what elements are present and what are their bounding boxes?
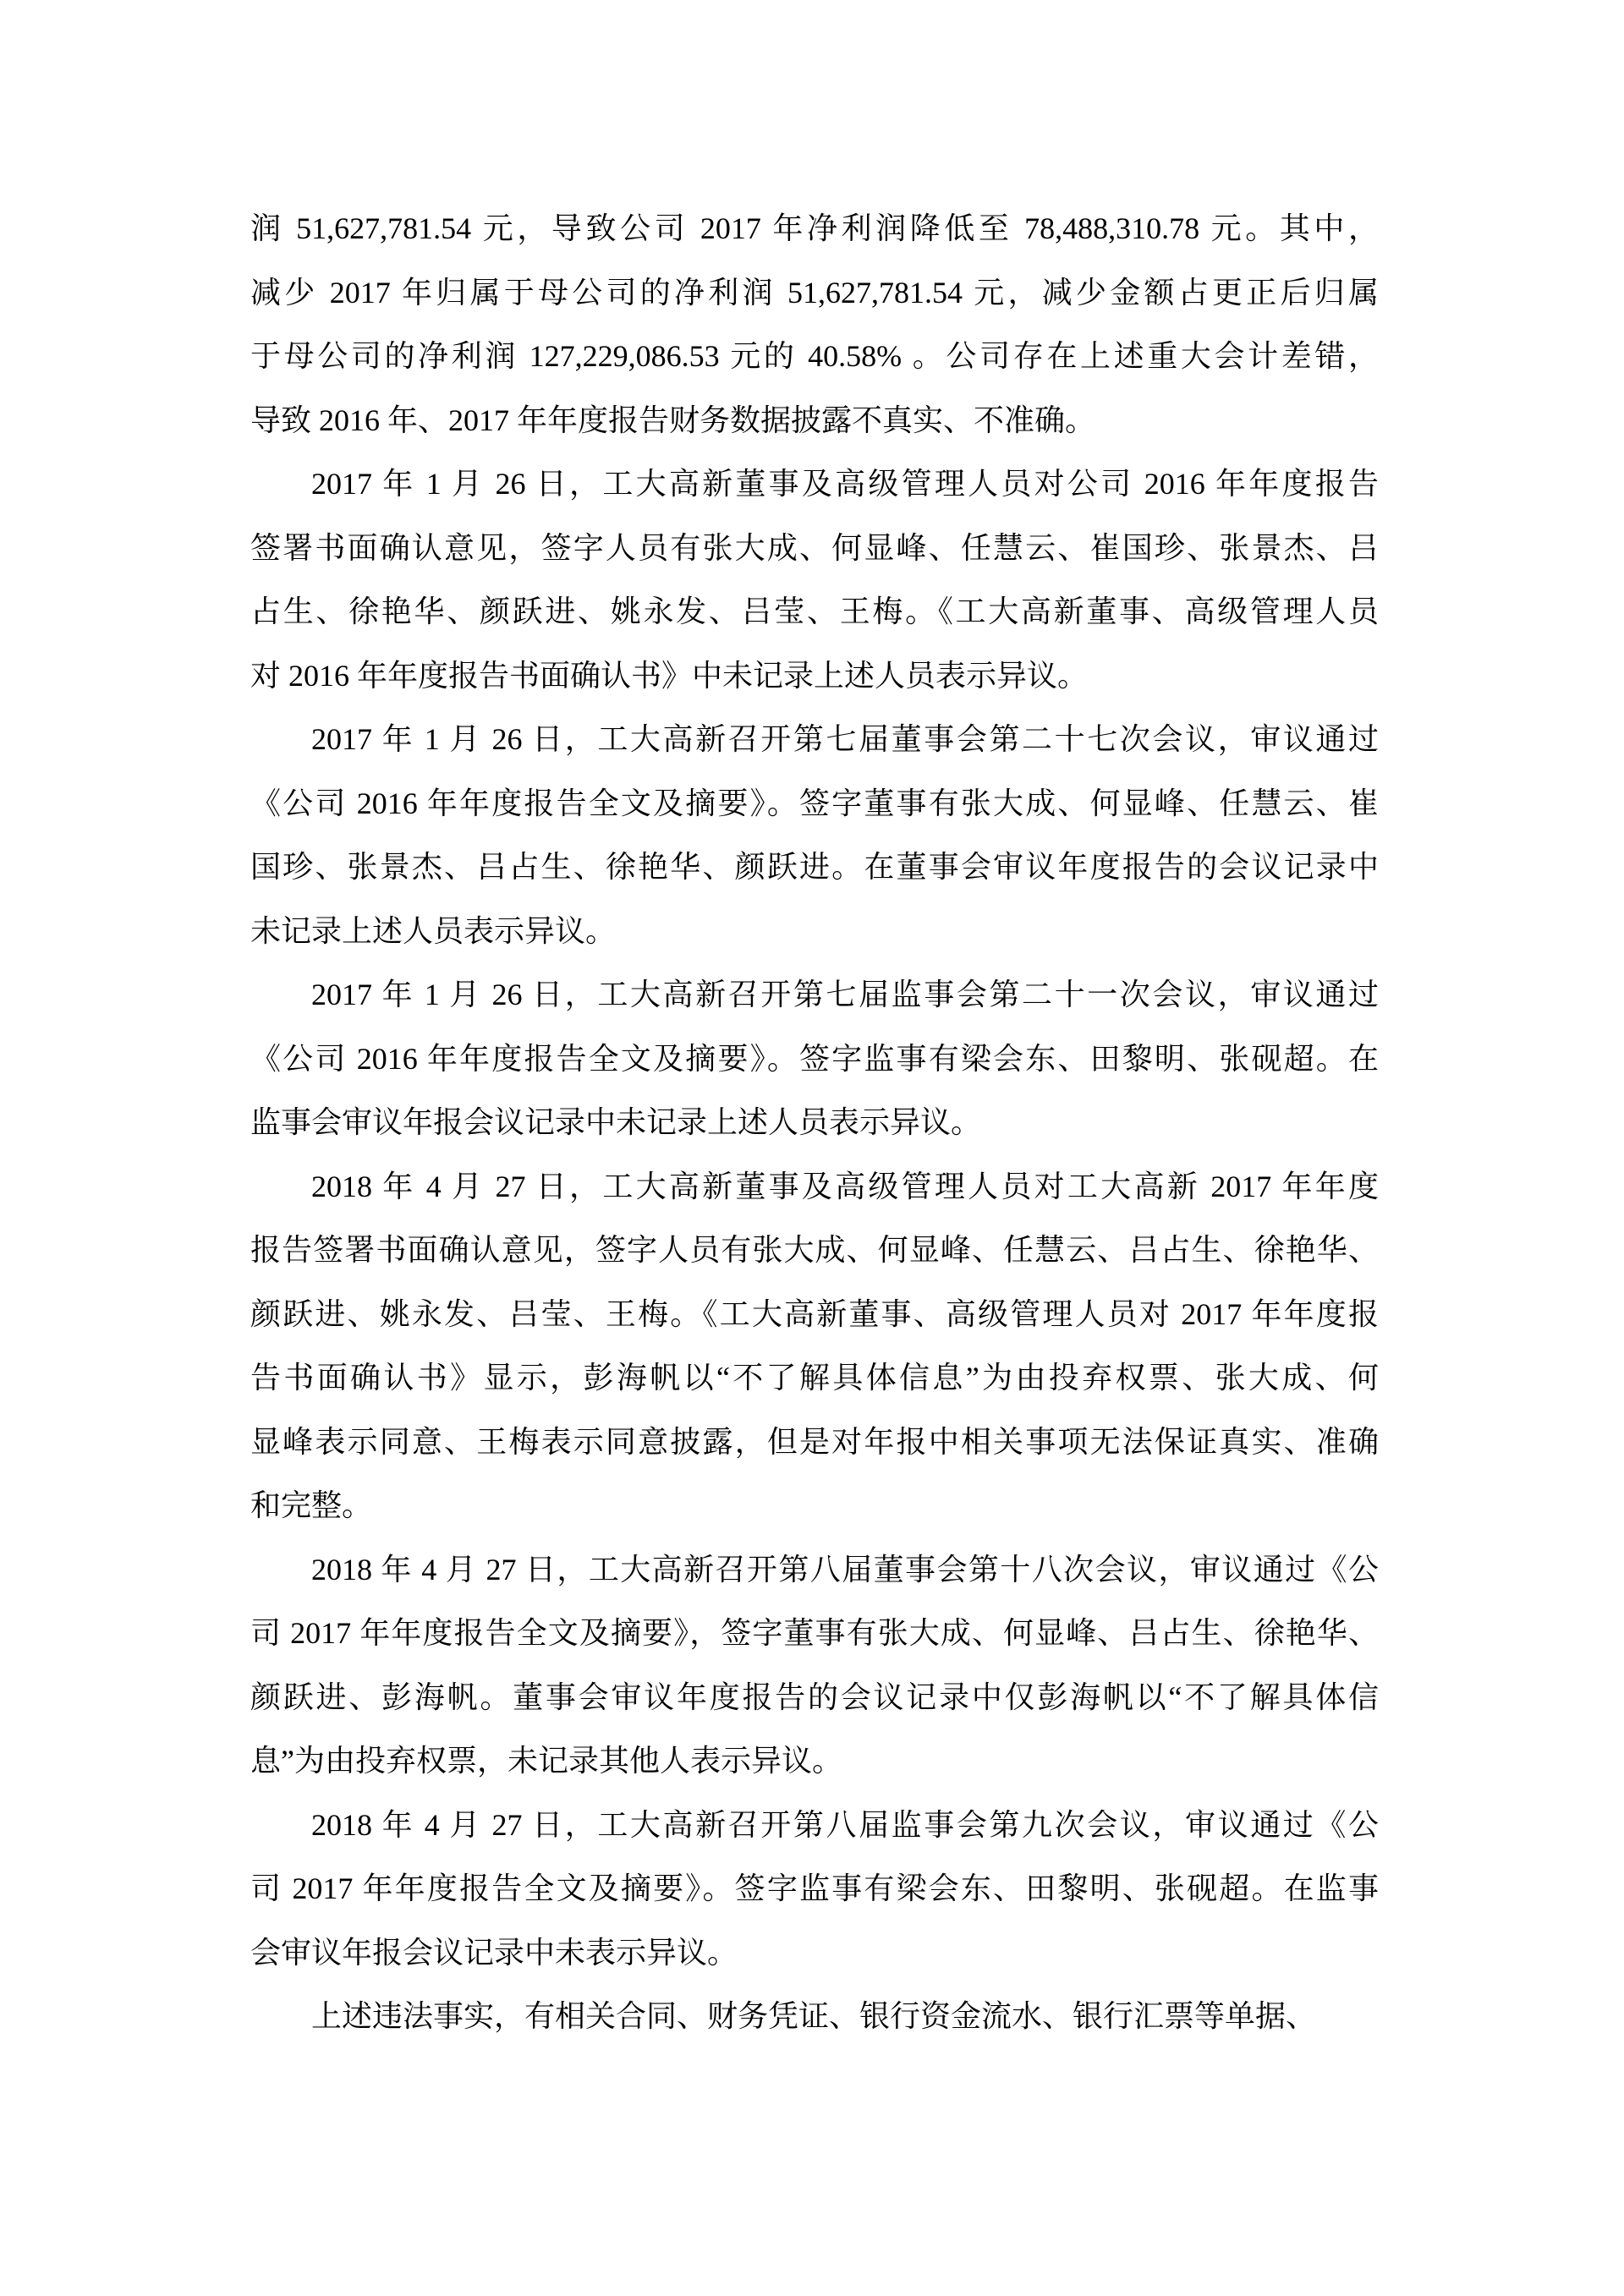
text-line: 2018 年 4 月 27 日，工大高新董事及高级管理人员对工大高新 2017 年年度 (311, 1169, 1379, 1203)
text-line: 2018 年 4 月 27 日，工大高新召开第八届监事会第九次会议，审议通过《公 (311, 1807, 1379, 1842)
text-line: 司 2017 年年度报告全文及摘要》，签字董事有张大成、何显峰、吕占生、徐艳华、 (250, 1616, 1379, 1650)
text-line: 司 2017 年年度报告全文及摘要》。签字监事有梁会东、田黎明、张砚超。在监事 (250, 1871, 1379, 1905)
text-line: 显峰表示同意、王梅表示同意披露，但是对年报中相关事项无法保证真实、准确 (250, 1424, 1379, 1459)
text-line: 国珍、张景杰、吕占生、徐艳华、颜跃进。在董事会审议年度报告的会议记录中 (250, 850, 1379, 884)
text-line: 未记录上述人员表示异议。 (250, 913, 617, 948)
text-line: 会审议年报会议记录中未表示异议。 (250, 1935, 738, 1970)
text-line: 占生、徐艳华、颜跃进、姚永发、吕莹、王梅。《工大高新董事、高级管理人员 (250, 595, 1379, 628)
text-line: 导致 2016 年、2017 年年度报告财务数据披露不真实、不准确。 (250, 403, 1096, 437)
text-line: 颜跃进、姚永发、吕莹、王梅。《工大高新董事、高级管理人员对 2017 年年度报 (250, 1296, 1379, 1331)
text-line: 签署书面确认意见，签字人员有张大成、何显峰、任慧云、崔国珍、张景杰、吕 (250, 530, 1379, 565)
text-line: 减少 2017 年归属于母公司的净利润 51,627,781.54 元，减少金额占更正后归属 (250, 275, 1379, 310)
text-line: 润 51,627,781.54 元，导致公司 2017 年净利润降低至 78,488,310.78 元。其中， (250, 211, 1379, 245)
text-line: 对 2016 年年度报告书面确认书》中未记录上述人员表示异议。 (250, 658, 1089, 693)
text-line: 和完整。 (250, 1488, 373, 1522)
text-line: 《公司 2016 年年度报告全文及摘要》。签字董事有张大成、何显峰、任慧云、崔 (250, 786, 1379, 820)
text-line: 报告签署书面确认意见，签字人员有张大成、何显峰、任慧云、吕占生、徐艳华、 (250, 1233, 1379, 1267)
paragraph (250, 452, 1379, 708)
document-body (250, 197, 1379, 2049)
text-line: 《公司 2016 年年度报告全文及摘要》。签字监事有梁会东、田黎明、张砚超。在 (250, 1041, 1379, 1076)
text-line: 颜跃进、彭海帆。董事会审议年度报告的会议记录中仅彭海帆以“不了解具体信 (250, 1680, 1379, 1714)
text-line: 息”为由投弃权票，未记录其他人表示异议。 (250, 1744, 842, 1778)
text-line: 上述违法事实，有相关合同、财务凭证、银行资金流水、银行汇票等单据、 (311, 1999, 1317, 2033)
paragraph (250, 1985, 1379, 2049)
paragraph (250, 1155, 1379, 1538)
paragraph (250, 963, 1379, 1155)
paragraph (250, 197, 1379, 452)
text-line: 于母公司的净利润 127,229,086.53 元的 40.58% 。公司存在上述重大会计差错， (250, 339, 1379, 373)
text-line: 2018 年 4 月 27 日，工大高新召开第八届董事会第十八次会议，审议通过《公 (311, 1552, 1379, 1586)
text-line: 告书面确认书》显示，彭海帆以“不了解具体信息”为由投弃权票、张大成、何 (250, 1361, 1379, 1395)
paragraph (250, 1794, 1379, 1986)
paragraph (250, 708, 1379, 963)
text-line: 2017 年 1 月 26 日，工大高新召开第七届监事会第二十一次会议，审议通过 (311, 978, 1379, 1011)
text-line: 2017 年 1 月 26 日，工大高新召开第七届董事会第二十七次会议，审议通过 (311, 722, 1379, 756)
text-line: 监事会审议年报会议记录中未记录上述人员表示异议。 (250, 1105, 982, 1139)
paragraph (250, 1538, 1379, 1794)
text-line: 2017 年 1 月 26 日，工大高新董事及高级管理人员对公司 2016 年年度报告 (311, 467, 1379, 501)
